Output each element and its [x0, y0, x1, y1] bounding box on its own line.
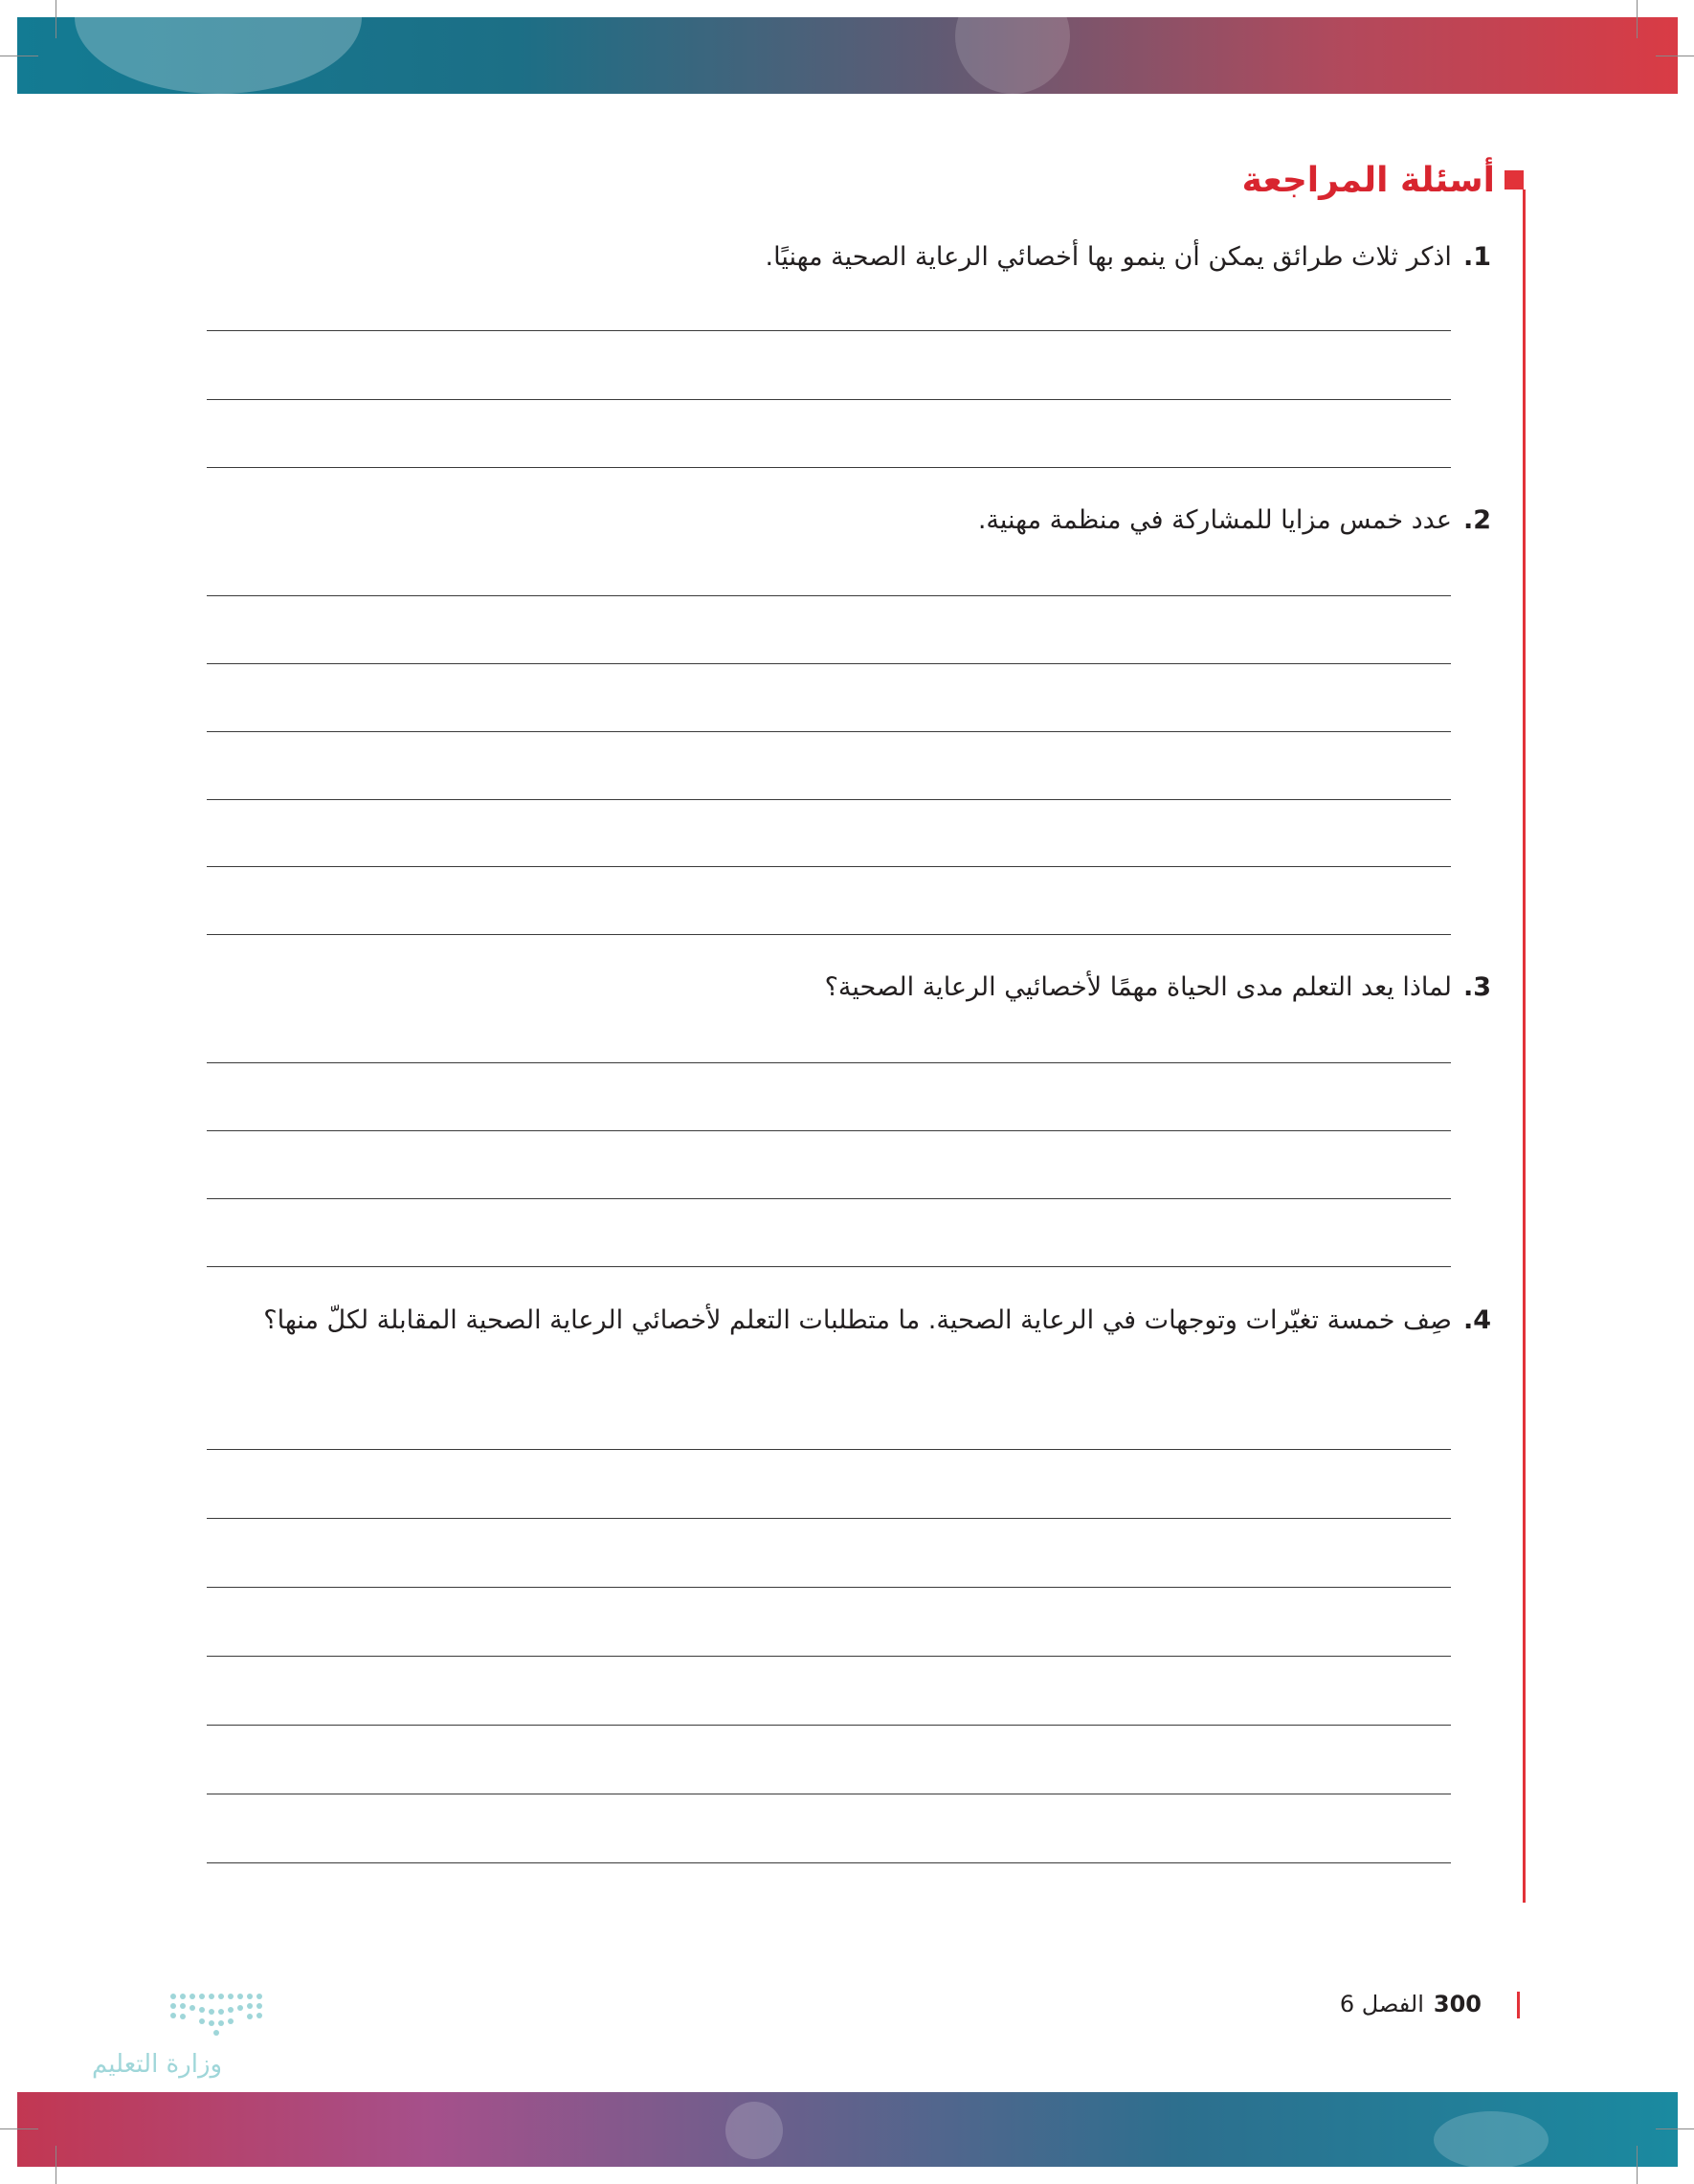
question-text: صِف خمسة تغيّرات وتوجهات في الرعاية الصحية. ما متطلبات التعلم لأخصائي الرعاية الصحية المقابلة لكلّ منها؟: [263, 1305, 1452, 1335]
question-number: 1.: [1462, 242, 1491, 272]
chapter-label: الفصل 6: [1339, 1991, 1424, 2017]
answer-line[interactable]: [207, 663, 1451, 664]
answer-line[interactable]: [207, 1198, 1451, 1199]
section-title: أسئلة المراجعة: [1241, 161, 1495, 200]
question-text: اذكر ثلاث طرائق يمكن أن ينمو بها أخصائي الرعاية الصحية مهنيًا.: [765, 242, 1452, 272]
top-banner: [17, 17, 1678, 94]
footer-marker: [1517, 1992, 1520, 2018]
question-1: [212, 234, 1491, 281]
answer-line[interactable]: [207, 799, 1451, 800]
question-3: [212, 964, 1491, 1012]
crop-mark: [1637, 0, 1638, 38]
question-text: عدد خمس مزايا للمشاركة في منظمة مهنية.: [977, 505, 1452, 535]
question-number: 3.: [1462, 972, 1491, 1002]
answer-line[interactable]: [207, 595, 1451, 596]
question-4: [212, 1297, 1491, 1345]
answer-line[interactable]: [207, 866, 1451, 867]
crop-mark: [1656, 2128, 1694, 2129]
answer-line[interactable]: [207, 731, 1451, 732]
answer-line[interactable]: [207, 1862, 1451, 1863]
answer-line[interactable]: [207, 934, 1451, 935]
answer-line[interactable]: [207, 399, 1451, 400]
answer-line[interactable]: [207, 1725, 1451, 1726]
ministry-logo-text: وزارة التعليم: [92, 2050, 223, 2079]
question-number: 4.: [1462, 1305, 1491, 1335]
answer-line[interactable]: [207, 1449, 1451, 1450]
question-2: [212, 497, 1491, 545]
answer-line[interactable]: [207, 330, 1451, 331]
page-footer: [1340, 1991, 1482, 2017]
section-marker: [1505, 170, 1524, 189]
page-number: 300: [1433, 1991, 1482, 2017]
crop-mark: [1637, 2146, 1638, 2184]
question-text: لماذا يعد التعلم مدى الحياة مهمًا لأخصائيي الرعاية الصحية؟: [824, 972, 1452, 1002]
answer-line[interactable]: [207, 1062, 1451, 1063]
answer-line[interactable]: [207, 1518, 1451, 1519]
question-number: 2.: [1462, 505, 1491, 535]
answer-line[interactable]: [207, 467, 1451, 468]
margin-rule: [1523, 189, 1526, 1903]
crop-mark: [0, 2128, 38, 2129]
answer-line[interactable]: [207, 1130, 1451, 1131]
bottom-banner: [17, 2092, 1678, 2167]
answer-line[interactable]: [207, 1656, 1451, 1657]
answer-line[interactable]: [207, 1587, 1451, 1588]
answer-line[interactable]: [207, 1266, 1451, 1267]
